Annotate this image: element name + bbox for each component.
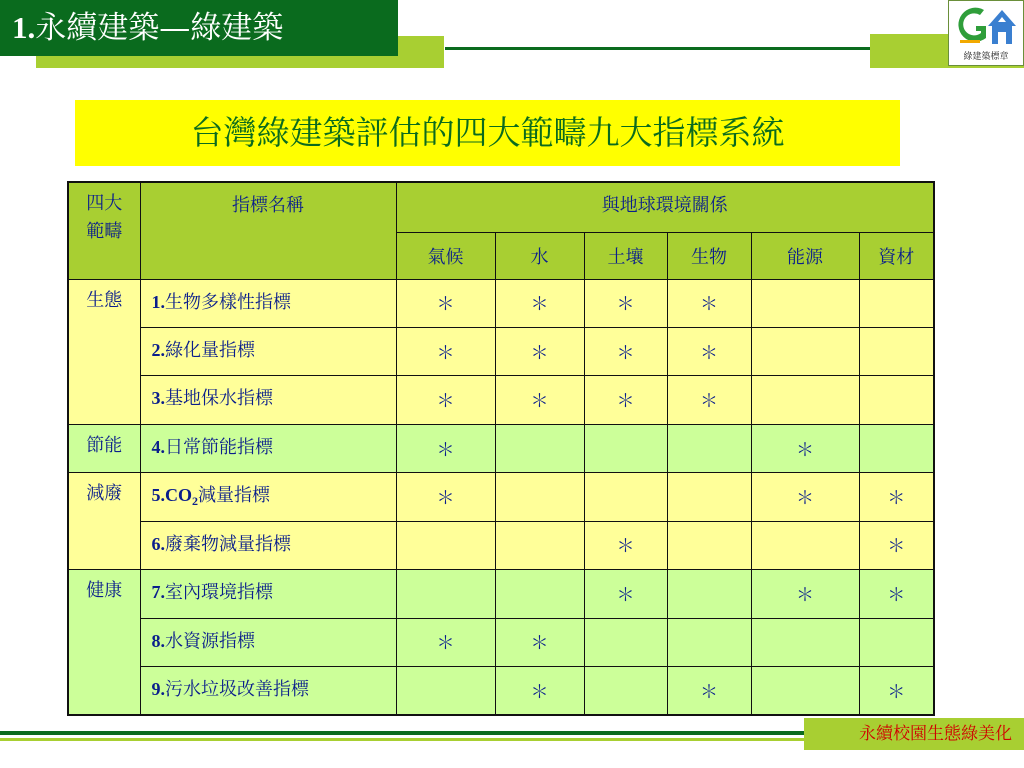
main-title: 台灣綠建築評估的四大範疇九大指標系統 [75,100,900,166]
logo-caption: 綠建築標章 [963,52,1009,62]
category-cell: 健康 [68,570,140,715]
asterisk-mark: ＊ [436,294,455,316]
empty-cell [584,618,667,666]
empty-cell [667,521,751,569]
section-title: 永續建築—綠建築 [35,10,284,46]
relation-mark-cell [584,521,667,569]
indicator-name-cell [140,521,396,569]
asterisk-mark: ＊ [530,294,549,316]
indicator-number: 9. [151,679,165,699]
relation-mark-cell [859,570,934,618]
empty-cell [859,618,934,666]
column-header: 資材 [859,232,934,279]
asterisk-mark: ＊ [530,391,549,413]
empty-cell [396,667,495,716]
indicator-number: 3. [151,388,165,409]
empty-cell [584,424,667,472]
relation-mark-cell [584,279,667,327]
relation-mark-cell [751,424,859,472]
indicator-matrix-table [67,181,935,716]
indicator-name: 綠化量指標 [165,339,255,361]
empty-cell [859,279,934,327]
section-header [0,0,398,56]
indicator-number: 4. [151,436,165,457]
relation-mark-cell [667,279,751,327]
empty-cell [751,521,859,569]
column-header: 土壤 [584,232,667,279]
indicator-name: 室內環境指標 [165,582,273,604]
indicator-name-cell [140,327,396,375]
indicator-name-cell [140,667,396,716]
asterisk-mark: ＊ [887,681,906,703]
footer-accent-line [0,738,804,741]
empty-cell [495,424,584,472]
relation-mark-cell [751,570,859,618]
empty-cell [495,570,584,618]
asterisk-mark: ＊ [436,633,455,655]
indicator-name-cell [140,279,396,327]
relation-mark-cell [584,376,667,424]
empty-cell [495,521,584,569]
indicator-number: 2. [151,339,165,360]
column-header: 生物 [667,232,751,279]
asterisk-mark: ＊ [530,342,549,364]
asterisk-mark: ＊ [616,536,635,558]
indicator-name: 減量指標 [198,485,270,507]
indicator-formula: CO [165,485,192,506]
relation-mark-cell [495,279,584,327]
indicator-name: 基地保水指標 [165,388,273,410]
footer-divider [0,731,804,735]
asterisk-mark: ＊ [796,487,814,509]
relation-mark-cell [396,327,495,375]
empty-cell [751,279,859,327]
asterisk-mark: ＊ [700,342,718,364]
empty-cell [751,376,859,424]
header-category: 四大 範疇 [68,182,140,279]
table-row [68,279,934,327]
empty-cell [584,667,667,716]
asterisk-mark: ＊ [616,342,635,364]
asterisk-mark: ＊ [436,342,455,364]
relation-mark-cell [495,667,584,716]
indicator-number: 1. [151,291,165,312]
indicator-formula-subscript: 2 [192,494,198,509]
relation-mark-cell [859,667,934,716]
asterisk-mark: ＊ [796,439,814,461]
table-row [68,618,934,666]
asterisk-mark: ＊ [700,681,718,703]
empty-cell [584,473,667,521]
asterisk-mark: ＊ [436,487,455,509]
table-row [68,376,934,424]
green-building-logo-icon [954,4,1018,48]
table-row [68,521,934,569]
empty-cell [667,424,751,472]
table-row [68,424,934,472]
table-row [68,570,934,618]
asterisk-mark: ＊ [887,584,906,606]
empty-cell [667,618,751,666]
header-earth-relation: 與地球環境關係 [396,182,934,232]
column-header: 能源 [751,232,859,279]
category-cell: 節能 [68,424,140,472]
category-cell: 生態 [68,279,140,424]
relation-mark-cell [495,376,584,424]
column-header: 水 [495,232,584,279]
asterisk-mark: ＊ [436,439,455,461]
relation-mark-cell [751,473,859,521]
empty-cell [751,667,859,716]
header-divider [445,47,870,50]
relation-mark-cell [667,327,751,375]
indicator-name-cell [140,618,396,666]
asterisk-mark: ＊ [700,294,718,316]
indicator-name-cell [140,376,396,424]
asterisk-mark: ＊ [530,633,549,655]
relation-mark-cell [396,618,495,666]
relation-mark-cell [859,521,934,569]
relation-mark-cell [396,424,495,472]
relation-mark-cell [396,473,495,521]
table-row [68,667,934,716]
table-row [68,327,934,375]
empty-cell [859,424,934,472]
header-indicator-name: 指標名稱 [140,182,396,279]
empty-cell [396,570,495,618]
relation-mark-cell [396,376,495,424]
asterisk-mark: ＊ [616,294,635,316]
asterisk-mark: ＊ [796,584,814,606]
empty-cell [667,473,751,521]
footer-caption: 永續校園生態綠美化 [804,718,1024,750]
empty-cell [859,327,934,375]
section-number: 1. [12,10,36,45]
category-cell: 減廢 [68,473,140,570]
indicator-name-cell [140,473,396,521]
asterisk-mark: ＊ [887,487,906,509]
asterisk-mark: ＊ [616,584,635,606]
asterisk-mark: ＊ [700,391,718,413]
relation-mark-cell [396,279,495,327]
relation-mark-cell [667,376,751,424]
relation-mark-cell [667,667,751,716]
indicator-number: 5. [151,485,165,506]
indicator-number: 6. [151,533,165,554]
indicator-number: 7. [151,582,165,603]
indicator-number: 8. [151,630,165,651]
empty-cell [859,376,934,424]
asterisk-mark: ＊ [436,391,455,413]
relation-mark-cell [495,327,584,375]
empty-cell [751,618,859,666]
indicator-name: 日常節能指標 [165,436,273,458]
indicator-name-cell [140,424,396,472]
relation-mark-cell [859,473,934,521]
asterisk-mark: ＊ [887,536,906,558]
relation-mark-cell [584,327,667,375]
asterisk-mark: ＊ [616,391,635,413]
column-header: 氣候 [396,232,495,279]
relation-mark-cell [495,618,584,666]
empty-cell [396,521,495,569]
indicator-name: 廢棄物減量指標 [165,533,291,555]
relation-mark-cell [584,570,667,618]
indicator-name: 水資源指標 [165,630,255,652]
empty-cell [667,570,751,618]
empty-cell [751,327,859,375]
table-row [68,473,934,521]
green-building-logo [948,0,1024,66]
indicator-name-cell [140,570,396,618]
empty-cell [495,473,584,521]
indicator-name: 生物多樣性指標 [165,291,291,313]
asterisk-mark: ＊ [530,681,549,703]
indicator-name: 污水垃圾改善指標 [165,679,309,700]
